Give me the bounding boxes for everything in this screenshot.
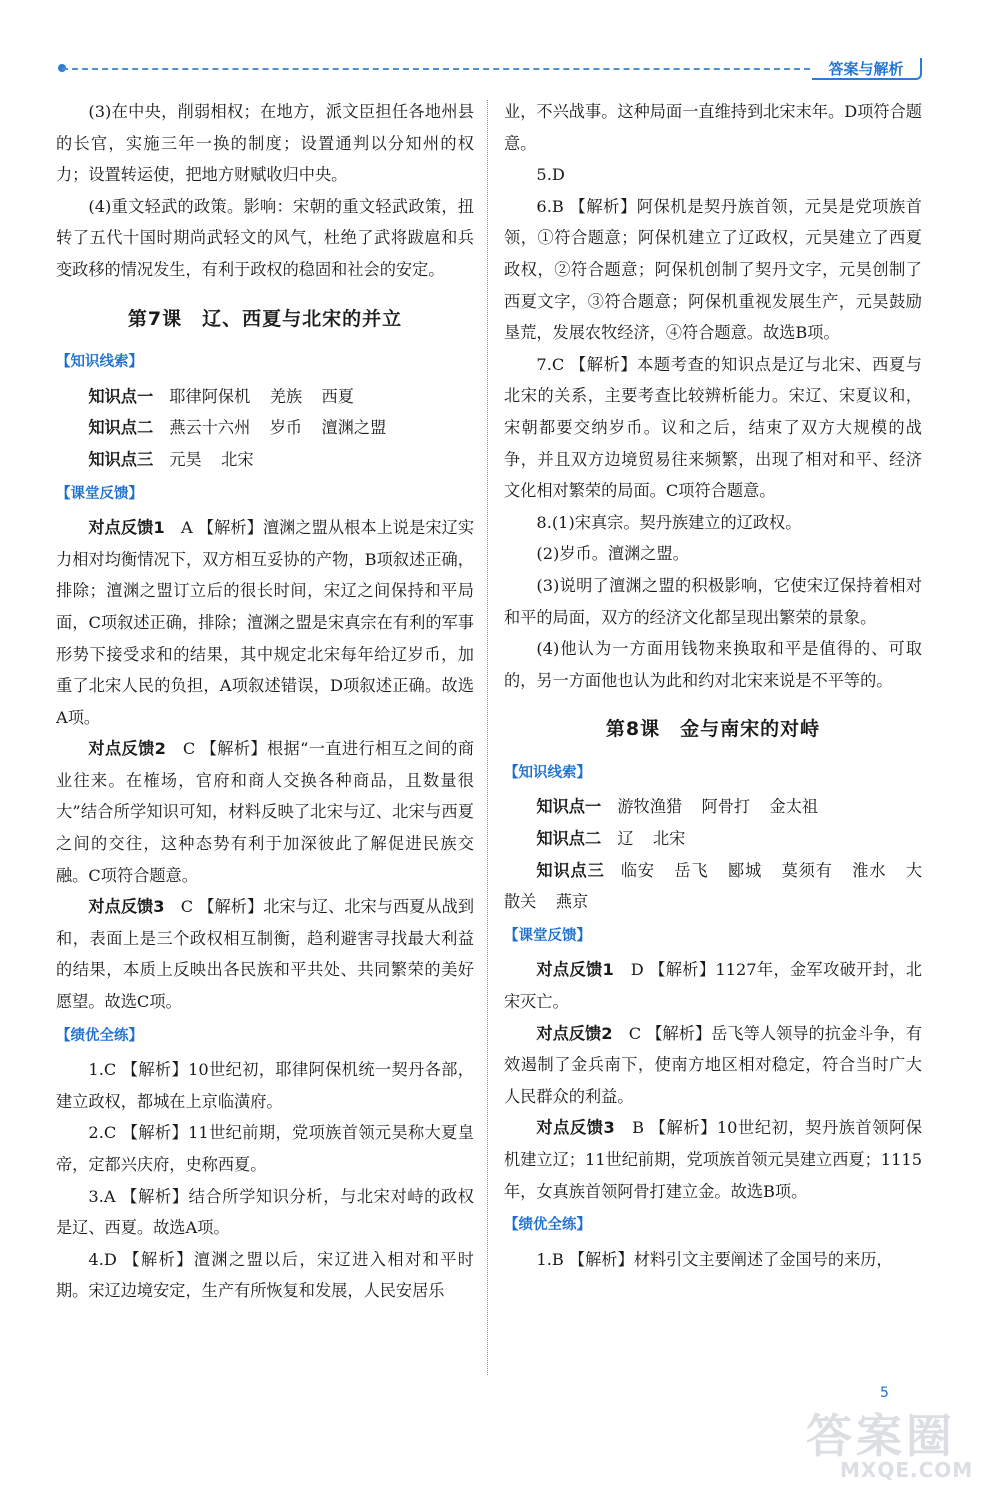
answer-item: 5.D	[536, 165, 565, 185]
answer-item: 3.A 【解析】结合所学知识分析，与北宋对峙的政权是辽、西夏。故选A项。	[56, 1186, 474, 1238]
keyword: 阿骨打	[701, 797, 751, 817]
keyword: 郾城	[728, 860, 763, 880]
feedback-text: B 【解析】10世纪初，契丹族首领阿保机建立辽；11世纪前期，党项族首领元昊建立西夏；1115年，女真族首领阿骨打建立金。故选B项。	[504, 1118, 923, 1201]
keyword: 西夏	[321, 386, 354, 406]
answer-item: 1.B 【解析】材料引文主要阐述了金国号的来历，	[536, 1249, 893, 1269]
knowledge-point-label: 知识点二	[536, 829, 602, 849]
answer-item: 7.C 【解析】本题考查的知识点是辽与北宋、西夏与北宋的关系，主要考查比较辨析能力。宋辽、宋夏议和，宋朝都要交纳岁币。议和之后，结束了双方大规模的战争，并且双方边境贸易往来频繁，出现了相对和平、经济文化相对繁荣的局面。C项符合题意。	[504, 354, 922, 501]
feedback-label: 对点反馈1	[88, 518, 165, 538]
lesson-title: 第8课 金与南宋的对峙	[605, 718, 821, 741]
section-heading: 【绩优全练】	[504, 1217, 591, 1234]
feedback-label: 对点反馈3	[536, 1118, 615, 1138]
feedback-item	[504, 1018, 922, 1113]
answer-paragraph: (4)重文轻武的政策。影响：宋朝的重文轻武政策，扭转了五代十国时期尚武轻文的风气，杜绝了武将跋扈和兵变政移的情况发生，有利于政权的稳固和社会的安定。	[56, 196, 474, 279]
keyword: 北宋	[652, 829, 686, 849]
answer-paragraph: (3)在中央，削弱相权；在地方，派文臣担任各地州县的长官，实施三年一换的制度；设置通判以分知州的权力；设置转运使，把地方财赋收归中央。	[56, 102, 474, 185]
header-dashed-line	[62, 68, 810, 70]
feedback-item	[504, 954, 922, 1017]
knowledge-point	[56, 444, 474, 476]
keyword: 岳飞	[674, 860, 709, 880]
feedback-label: 对点反馈1	[536, 960, 614, 980]
watermark-text: 答案圈	[806, 1409, 956, 1463]
keyword: 耶律阿保机	[169, 386, 251, 406]
keyword: 游牧渔猎	[617, 797, 683, 817]
feedback-text: C 【解析】根据“一直进行相互之间的商业往来。在榷场，官府和商人交换各种商品，且数量很大”结合所学知识可知，材料反映了北宋与辽、北宋与西夏之间的交往，这种态势有利于加深彼此了解促进民族交融。C项符合题意。	[56, 739, 475, 885]
keyword: 莫须有	[781, 860, 833, 880]
feedback-text: C 【解析】岳飞等人领导的抗金斗争，有效遏制了金兵南下，使南方地区相对稳定，符合当时广大人民群众的利益。	[504, 1023, 923, 1106]
section-heading: 【绩优全练】	[56, 1027, 143, 1044]
feedback-text: D 【解析】1127年，金军攻破开封，北宋灭亡。	[504, 960, 923, 1012]
watermark-url: MXQE.COM	[840, 1458, 974, 1482]
knowledge-point-label: 知识点一	[88, 386, 154, 406]
feedback-item	[56, 733, 474, 891]
section-heading: 【课堂反馈】	[56, 485, 143, 502]
keyword: 羌族	[269, 386, 303, 406]
knowledge-point	[504, 823, 922, 855]
keyword: 北宋	[221, 449, 254, 469]
answer-item: 2.C 【解析】11世纪前期，党项族首领元昊称大夏皇帝，定都兴庆府，史称西夏。	[56, 1123, 474, 1174]
watermark-logo	[800, 1396, 990, 1488]
right-column	[504, 96, 922, 1275]
keyword: 金太祖	[769, 797, 819, 817]
knowledge-point	[504, 791, 922, 823]
keyword: 临安	[620, 860, 655, 880]
feedback-item	[56, 512, 474, 733]
left-column	[56, 96, 474, 1307]
keyword: 淮水	[852, 860, 887, 880]
section-heading: 【知识线索】	[56, 354, 143, 371]
keyword: 燕云十六州	[169, 418, 251, 438]
keyword: 大散关	[504, 860, 923, 912]
feedback-text: A 【解析】澶渊之盟从根本上说是宋辽实力相对均衡情况下，双方相互妥协的产物，B项叙述正确，排除；澶渊之盟订立后的很长时间，宋辽之间保持和平局面，C项叙述正确，排除；澶渊之盟是宋真宗在有利的军事形势下接受求和的结果，其中规定北宋每年给辽岁币，加重了北宋人民的负担，A项叙述错误，D项叙述正确。故选A项。	[56, 518, 475, 727]
knowledge-point-label: 知识点三	[536, 860, 605, 880]
knowledge-point-label: 知识点三	[88, 449, 154, 469]
page-number: 5	[880, 1385, 889, 1401]
feedback-label: 对点反馈2	[88, 739, 166, 759]
feedback-item	[504, 1112, 922, 1207]
answer-item: 1.C 【解析】10世纪初，耶律阿保机统一契丹各部，建立政权，都城在上京临潢府。	[56, 1060, 474, 1111]
keyword: 辽	[617, 829, 634, 849]
knowledge-point	[504, 855, 922, 918]
knowledge-point	[56, 412, 474, 444]
answer-item: (4)他认为一方面用钱物来换取和平是值得的、可取的，另一方面他也认为此和约对北宋来说是不平等的。	[504, 639, 922, 690]
answer-item: 4.D 【解析】澶渊之盟以后，宋辽进入相对和平时期。宋辽边境安定，生产有所恢复和发展，人民安居乐	[56, 1249, 474, 1301]
answer-item: 8.(1)宋真宗。契丹族建立的辽政权。	[536, 512, 802, 532]
section-heading: 【课堂反馈】	[504, 927, 591, 944]
answer-item: 6.B 【解析】阿保机是契丹族首领，元昊是党项族首领，①符合题意；阿保机建立了辽政权，元昊建立了西夏政权，②符合题意；阿保机创制了契丹文字，元昊创制了西夏文字，③符合题意；阿保机重视发展生产，元昊鼓励垦荒，发展农牧经济，④符合题意。故选B项。	[504, 196, 922, 343]
answer-item: 业，不兴战事。这种局面一直维持到北宋末年。D项符合题意。	[504, 102, 922, 153]
knowledge-point	[56, 381, 474, 413]
section-heading: 【知识线索】	[504, 764, 591, 781]
keyword: 燕京	[555, 892, 589, 912]
knowledge-point-label: 知识点二	[88, 418, 154, 438]
section-tag: 答案与解析	[812, 58, 922, 80]
answer-item: (3)说明了澶渊之盟的积极影响，它使宋辽保持着相对和平的局面，双方的经济文化都呈现出繁荣的景象。	[504, 575, 922, 627]
lesson-title: 第7课 辽、西夏与北宋的并立	[127, 307, 403, 330]
feedback-label: 对点反馈3	[88, 897, 165, 917]
column-divider	[487, 100, 488, 1375]
feedback-text: C 【解析】北宋与辽、北宋与西夏从战到和，表面上是三个政权相互制衡，趋利避害寻找最大利益的结果，本质上反映出各民族和平共处、共同繁荣的美好愿望。故选C项。	[56, 897, 475, 1012]
feedback-label: 对点反馈2	[536, 1023, 613, 1043]
knowledge-point-label: 知识点一	[536, 797, 602, 817]
keyword: 澶渊之盟	[321, 418, 387, 438]
keyword: 元昊	[169, 449, 202, 469]
answer-item: (2)岁币。澶渊之盟。	[536, 544, 689, 564]
keyword: 岁币	[269, 418, 303, 438]
feedback-item	[56, 891, 474, 1017]
